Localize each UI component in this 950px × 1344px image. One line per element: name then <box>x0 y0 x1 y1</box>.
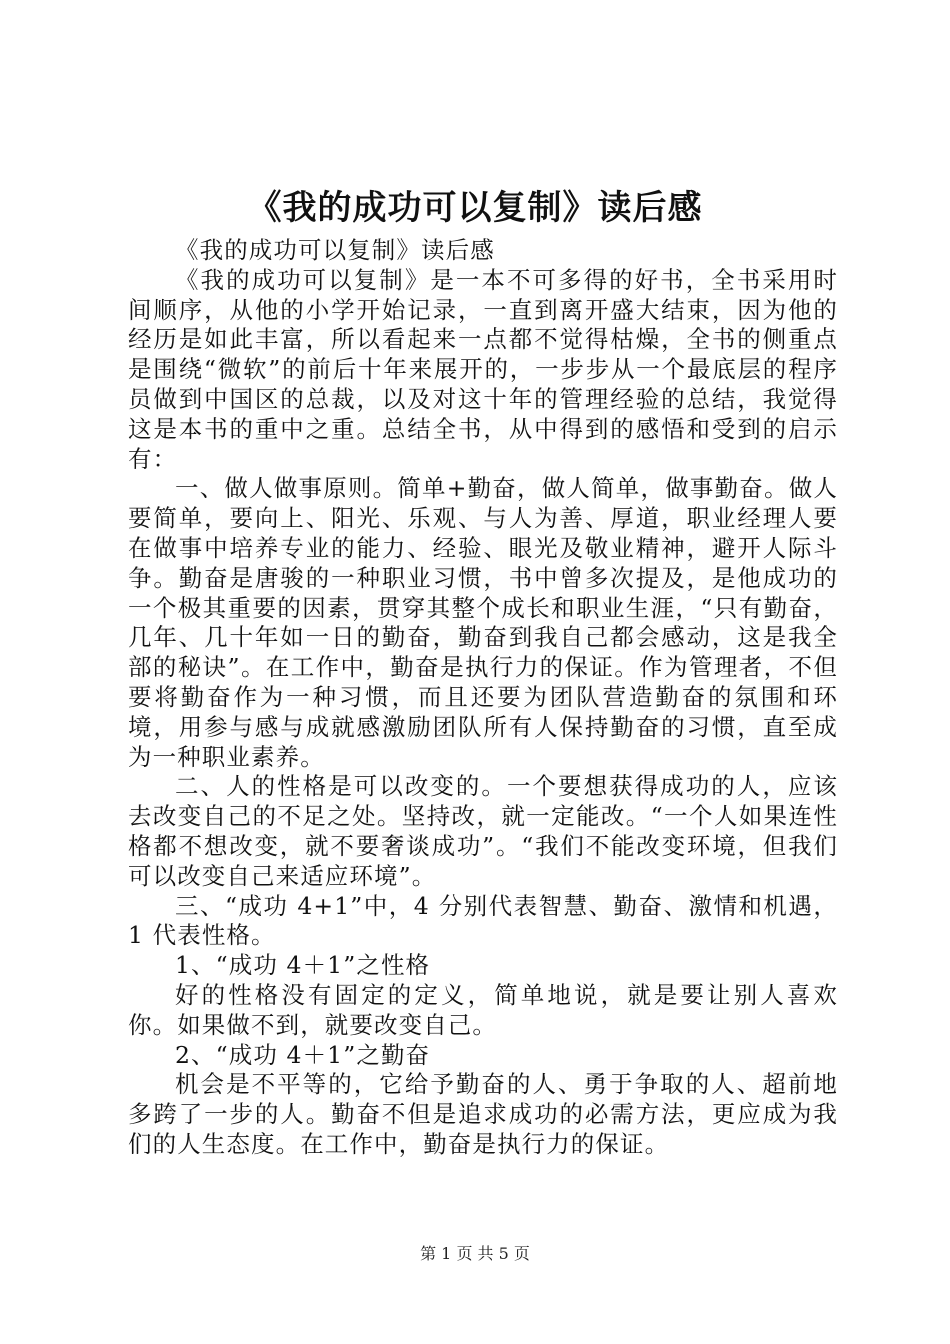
paragraph-point-two: 二、人的性格是可以改变的。一个要想获得成功的人，应该去改变自己的不足之处。坚持改，就一定能改。“一个人如果连性格都不想改变，就不要奢谈成功”。“我们不能改变环境，但我们可以改变自己来适应环境”。 <box>128 772 838 890</box>
subheading-diligence: 2、“成功 4＋1”之勤奋 <box>175 1040 431 1069</box>
paragraph-point-three: 三、“成功 4+1”中，4 分别代表智慧、勤奋、激情和机遇，1 代表性格。 <box>128 891 838 950</box>
paragraph-point-one: 一、做人做事原则。简单+勤奋，做人简单，做事勤奋。做人要简单，要向上、阳光、乐观、与人为善、厚道，职业经理人要在做事中培养专业的能力、经验、眼光及敬业精神，避开人际斗争。勤奋是唐骏的一种职业习惯，书中曾多次提及，是他成功的一个极其重要的因素，贯穿其整个成长和职业生涯，“只有勤奋，几年、几十年如一日的勤奋，勤奋到我自己都会感动，这是我全部的秘诀”。在工作中，勤奋是执行力的保证。作为管理者，不但要将勤奋作为一种习惯，而且还要为团队营造勤奋的氛围和环境，用参与感与成就感激励团队所有人保持勤奋的习惯，直至成为一种职业素养。 <box>128 474 838 771</box>
paragraph-character: 好的性格没有固定的定义，简单地说，就是要让别人喜欢你。如果做不到，就要改变自己。 <box>128 980 838 1039</box>
subheading-character: 1、“成功 4＋1”之性格 <box>175 951 431 980</box>
paragraph-heading-repeat: 《我的成功可以复制》读后感 <box>175 236 495 264</box>
paragraph-intro: 《我的成功可以复制》是一本不可多得的好书，全书采用时间顺序，从他的小学开始记录，一直到离开盛大结束，因为他的经历是如此丰富，所以看起来一点都不觉得枯燥，全书的侧重点是围绕“微软”的前后十年来展开的，一步步从一个最底层的程序员做到中国区的总裁，以及对这十年的管理经验的总结，我觉得这是本书的重中之重。总结全书，从中得到的感悟和受到的启示有： <box>128 265 838 473</box>
page-footer: 第 1 页 共 5 页 <box>420 1244 530 1263</box>
paragraph-diligence: 机会是不平等的，它给予勤奋的人、勇于争取的人、超前地多跨了一步的人。勤奋不但是追求成功的必需方法，更应成为我们的人生态度。在工作中，勤奋是执行力的保证。 <box>128 1070 838 1158</box>
document-title: 《我的成功可以复制》读后感 <box>247 188 703 228</box>
document-body <box>128 236 838 1160</box>
